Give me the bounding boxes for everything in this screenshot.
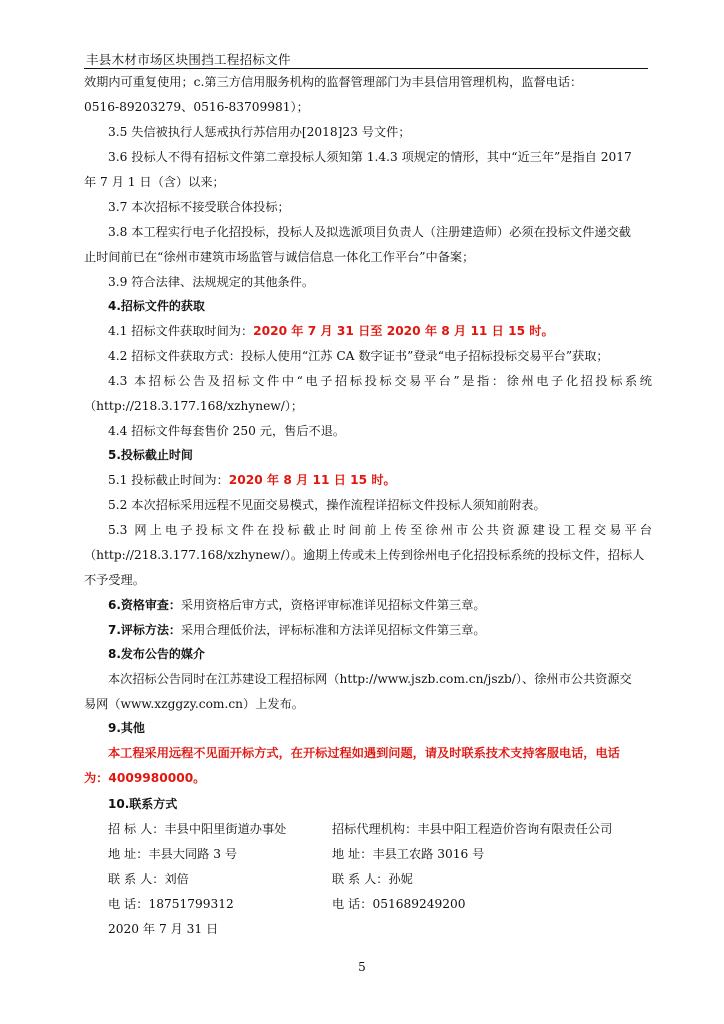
body-line: 不予受理。 <box>84 573 145 587</box>
contact-label: 招标代理机构： <box>332 822 418 836</box>
body-line: 3.8 本工程实行电子化招投标，投标人及拟选派项目负责人（注册建造师）必须在投标文件递交截 <box>108 225 631 239</box>
section-heading: 5.投标截止时间 <box>108 448 193 462</box>
contact-value: 丰县中阳里街道办事处 <box>164 822 287 836</box>
body-line: 4.4 招标文件每套售价 250 元，售后不退。 <box>108 424 346 438</box>
contact-value: 18751799312 <box>148 897 234 911</box>
contact-value: 丰县大同路 3 号 <box>148 847 238 861</box>
body-line: 易网（www.xzggzy.com.cn）上发布。 <box>84 697 304 711</box>
text-prefix: 5.1 投标截止时间为： <box>108 473 229 487</box>
contact-value: 丰县中阳工程造价咨询有限责任公司 <box>417 822 613 836</box>
contact-field <box>332 846 484 862</box>
body-line: 5.3 网上电子投标文件在投标截止时间前上传至徐州市公共资源建设工程交易平台 <box>108 523 652 537</box>
text-prefix: 4.1 招标文件获取时间为： <box>108 324 254 338</box>
contact-field <box>332 896 466 912</box>
page-header: 丰县木材市场区块围挡工程招标文件 <box>86 52 291 67</box>
body-line: 本次招标公告同时在江苏建设工程招标网（http://www.jszb.com.cn/jszb/）、徐州市公共资源交 <box>108 672 632 686</box>
body-line: 效期内可重复使用；c.第三方信用服务机构的监督管理部门为丰县信用管理机构，监督电话： <box>84 75 583 89</box>
section-text: 采用资格后审方式，资格评审标准详见招标文件第三章。 <box>180 598 486 612</box>
red-highlight: 2020 年 8 月 11 日 15 时。 <box>228 473 396 487</box>
contact-value: 051689249200 <box>372 897 466 911</box>
contact-field <box>108 846 237 862</box>
section-heading: 9.其他 <box>108 721 145 735</box>
body-line: 4.3 本招标公告及招标文件中“电子招标投标交易平台”是指：徐州电子化招投标系统 <box>108 374 652 388</box>
section-text: 采用合理低价法，评标标准和方法详见招标文件第三章。 <box>180 623 486 637</box>
contact-field <box>108 871 189 887</box>
body-line <box>108 622 652 638</box>
red-notice: 本工程采用远程不见面开标方式，在开标过程如遇到问题，请及时联系技术支持客服电话，电话 <box>108 746 620 760</box>
body-line <box>108 323 652 339</box>
red-highlight: 2020 年 7 月 31 日至 2020 年 8 月 11 日 15 时。 <box>253 324 554 338</box>
contact-label: 招 标 人： <box>108 822 165 836</box>
section-heading: 6.资格审查： <box>108 598 181 612</box>
body-line <box>108 597 652 613</box>
contact-value: 刘倍 <box>164 872 189 886</box>
body-line: （http://218.3.177.168/xzhynew/）。逾期上传或未上传到徐州电子化招投标系统的投标文件，招标人 <box>84 548 645 562</box>
contact-label: 联 系 人： <box>108 872 165 886</box>
contact-label: 电 话： <box>332 897 373 911</box>
contact-label: 地 址： <box>108 847 149 861</box>
header-rule <box>84 68 648 69</box>
contact-field <box>108 896 234 912</box>
body-line: 0516-89203279、0516-83709981）； <box>84 100 309 114</box>
contact-field <box>108 821 286 837</box>
contact-value: 孙妮 <box>388 872 413 886</box>
section-heading: 7.评标方法： <box>108 623 181 637</box>
section-heading: 10.联系方式 <box>108 797 178 811</box>
red-notice: 为：4009980000。 <box>84 771 206 785</box>
body-line: 止时间前已在“徐州市建筑市场监管与诚信信息一体化工作平台”中备案； <box>84 250 475 264</box>
contact-label: 地 址： <box>332 847 373 861</box>
body-line: 3.6 投标人不得有招标文件第二章投标人须知第 1.4.3 项规定的情形，其中“近三年”是指自 2017 <box>108 150 632 164</box>
contact-value: 丰县工农路 3016 号 <box>372 847 485 861</box>
body-line: 3.9 符合法律、法规规定的其他条件。 <box>108 275 315 289</box>
body-line: 3.7 本次招标不接受联合体投标； <box>108 200 290 214</box>
section-heading: 8.发布公告的媒介 <box>108 647 205 661</box>
body-line: 5.2 本次招标采用远程不见面交易模式，操作流程详招标文件投标人须知前附表。 <box>108 498 546 512</box>
contact-label: 电 话： <box>108 897 149 911</box>
document-date: 2020 年 7 月 31 日 <box>108 922 219 936</box>
page-number: 5 <box>358 960 366 974</box>
contact-field <box>332 871 413 887</box>
contact-label: 联 系 人： <box>332 872 389 886</box>
body-line: 4.2 招标文件获取方式：投标人使用“江苏 CA 数字证书”登录“电子招标投标交易平台”获取； <box>108 349 609 363</box>
section-heading: 4.招标文件的获取 <box>108 299 205 313</box>
contact-field <box>332 821 612 837</box>
body-line: 3.5 失信被执行人惩戒执行苏信用办[2018]23 号文件； <box>108 125 411 139</box>
body-line: 年 7 月 1 日（含）以来； <box>84 175 225 189</box>
body-line <box>108 472 652 488</box>
body-line: （http://218.3.177.168/xzhynew/）； <box>84 399 304 413</box>
